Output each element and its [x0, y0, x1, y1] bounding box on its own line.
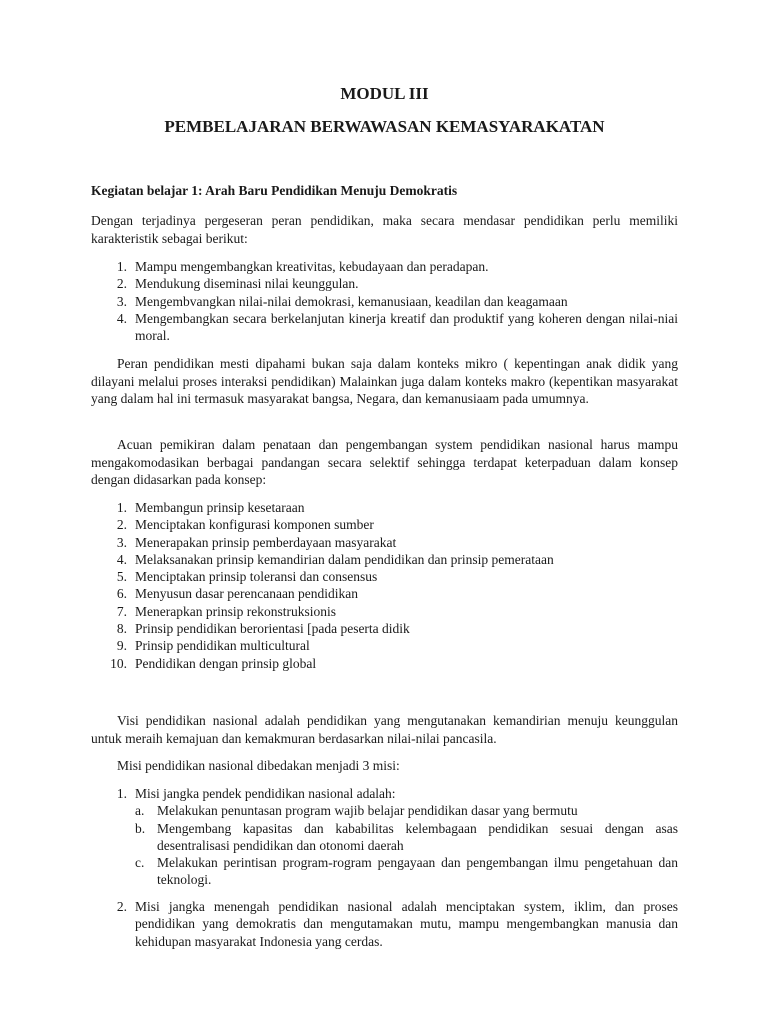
- misi-intro-paragraph: Misi pendidikan nasional dibedakan menjadi 3 misi:: [117, 758, 400, 773]
- list-item: 9. Prinsip pendidikan multicultural: [116, 638, 310, 654]
- acuan-paragraph: Acuan pemikiran dalam penataan dan pengembangan system pendidikan nasional harus mampu mengakomodasikan berbagai pandangan secara selektif sehingga terdapat keterpaduan dalam konsep dengan didasarkan pada konsep:: [91, 437, 678, 487]
- list-item: 5. Menciptakan prinsip toleransi dan consensus: [116, 569, 378, 585]
- list-item: 8. Prinsip pendidikan berorientasi [pada peserta didik: [116, 621, 410, 637]
- characteristics-list: [91, 258, 678, 344]
- peran-paragraph: Peran pendidikan mesti dipahami bukan saja dalam konteks mikro ( kepentingan anak didik yang dilayani melalui proses interaksi pendidikan) Malainkan juga dalam konteks makro (kepentikan masyarakat yang dalam hal ini termasuk masyarakat bangsa, Negara, dan kemanusiaam pada umumnya.: [91, 356, 678, 406]
- sub-list-item: c. Melakukan perintisan program-rogram pengayaan dan pengembangan ilmu pengetahuan dan teknologi.: [135, 855, 678, 888]
- sub-list-item: b. Mengembang kapasitas dan kababilitas kelembagaan pendidikan sesuai dengan asas desentralisasi pendidikan dan otonomi daerah: [135, 820, 678, 853]
- module-subtitle: PEMBELAJARAN BERWAWASAN KEMASYARAKATAN: [164, 117, 605, 136]
- list-item: 1. Membangun prinsip kesetaraan: [116, 500, 305, 515]
- list-item: 6. Menyusun dasar perencanaan pendidikan: [116, 586, 359, 602]
- list-item: 10. Pendidikan dengan prinsip global: [110, 655, 317, 671]
- sub-list: [135, 802, 678, 888]
- section-heading: Kegiatan belajar 1: Arah Baru Pendidikan Menuju Demokratis: [91, 183, 458, 198]
- list-item: 7. Menerapkan prinsip rekonstruksionis: [116, 603, 336, 619]
- list-item: 2. Mendukung diseminasi nilai keunggulan.: [116, 276, 359, 292]
- intro-paragraph: Dengan terjadinya pergeseran peran pendidikan, maka secara mendasar pendidikan perlu memiliki karakteristik sebagai berikut:: [91, 213, 678, 246]
- list-item: 2. Menciptakan konfigurasi komponen sumber: [116, 517, 374, 533]
- list-item: 1. Misi jangka pendek pendidikan nasional adalah: a. Melakukan penuntasan program wajib belajar pendidikan dasar yang bermutu b. Mengembang kapasitas dan kababilitas kelembagaan pendidikan sesuai dengan asas desentralisasi pendidikan dan otonomi daerah c. Melakukan perintisan program-rogram pengayaan dan pengembangan ilmu pengetahuan dan teknologi.: [116, 786, 678, 888]
- sub-list-item: a. Melakukan penuntasan program wajib belajar pendidikan dasar yang bermutu: [135, 803, 578, 819]
- misi-list: [91, 785, 678, 889]
- list-item: 4. Melaksanakan prinsip kemandirian dalam pendidikan dan prinsip pemerataan: [116, 551, 554, 567]
- concept-list: [91, 499, 678, 672]
- module-title: MODUL III: [340, 84, 429, 103]
- list-item: 2. Misi jangka menengah pendidikan nasional adalah menciptakan system, iklim, dan proses pendidikan yang demokratis dan mengutamakan mutu, mampu mengembangkan manusia dan kehidupan masyarakat Indonesia yang cerdas.: [116, 899, 678, 949]
- misi-list-continued: [91, 898, 678, 950]
- visi-paragraph: Visi pendidikan nasional adalah pendidikan yang mengutanakan kemandirian menuju keunggulan untuk meraih kemajuan dan kemakmuran berdasarkan nilai-nilai pancasila.: [91, 713, 678, 746]
- list-item: 3. Mengembvangkan nilai-nilai demokrasi, kemanusiaan, keadilan dan keagamaan: [116, 293, 568, 309]
- list-item: 1. Mampu mengembangkan kreativitas, kebudayaan dan peradapan.: [116, 259, 489, 274]
- list-item: 4. Mengembangkan secara berkelanjutan kinerja kreatif dan produktif yang koheren dengan nilai-niai moral.: [116, 310, 678, 344]
- list-item: 3. Menerapakan prinsip pemberdayaan masyarakat: [116, 534, 397, 550]
